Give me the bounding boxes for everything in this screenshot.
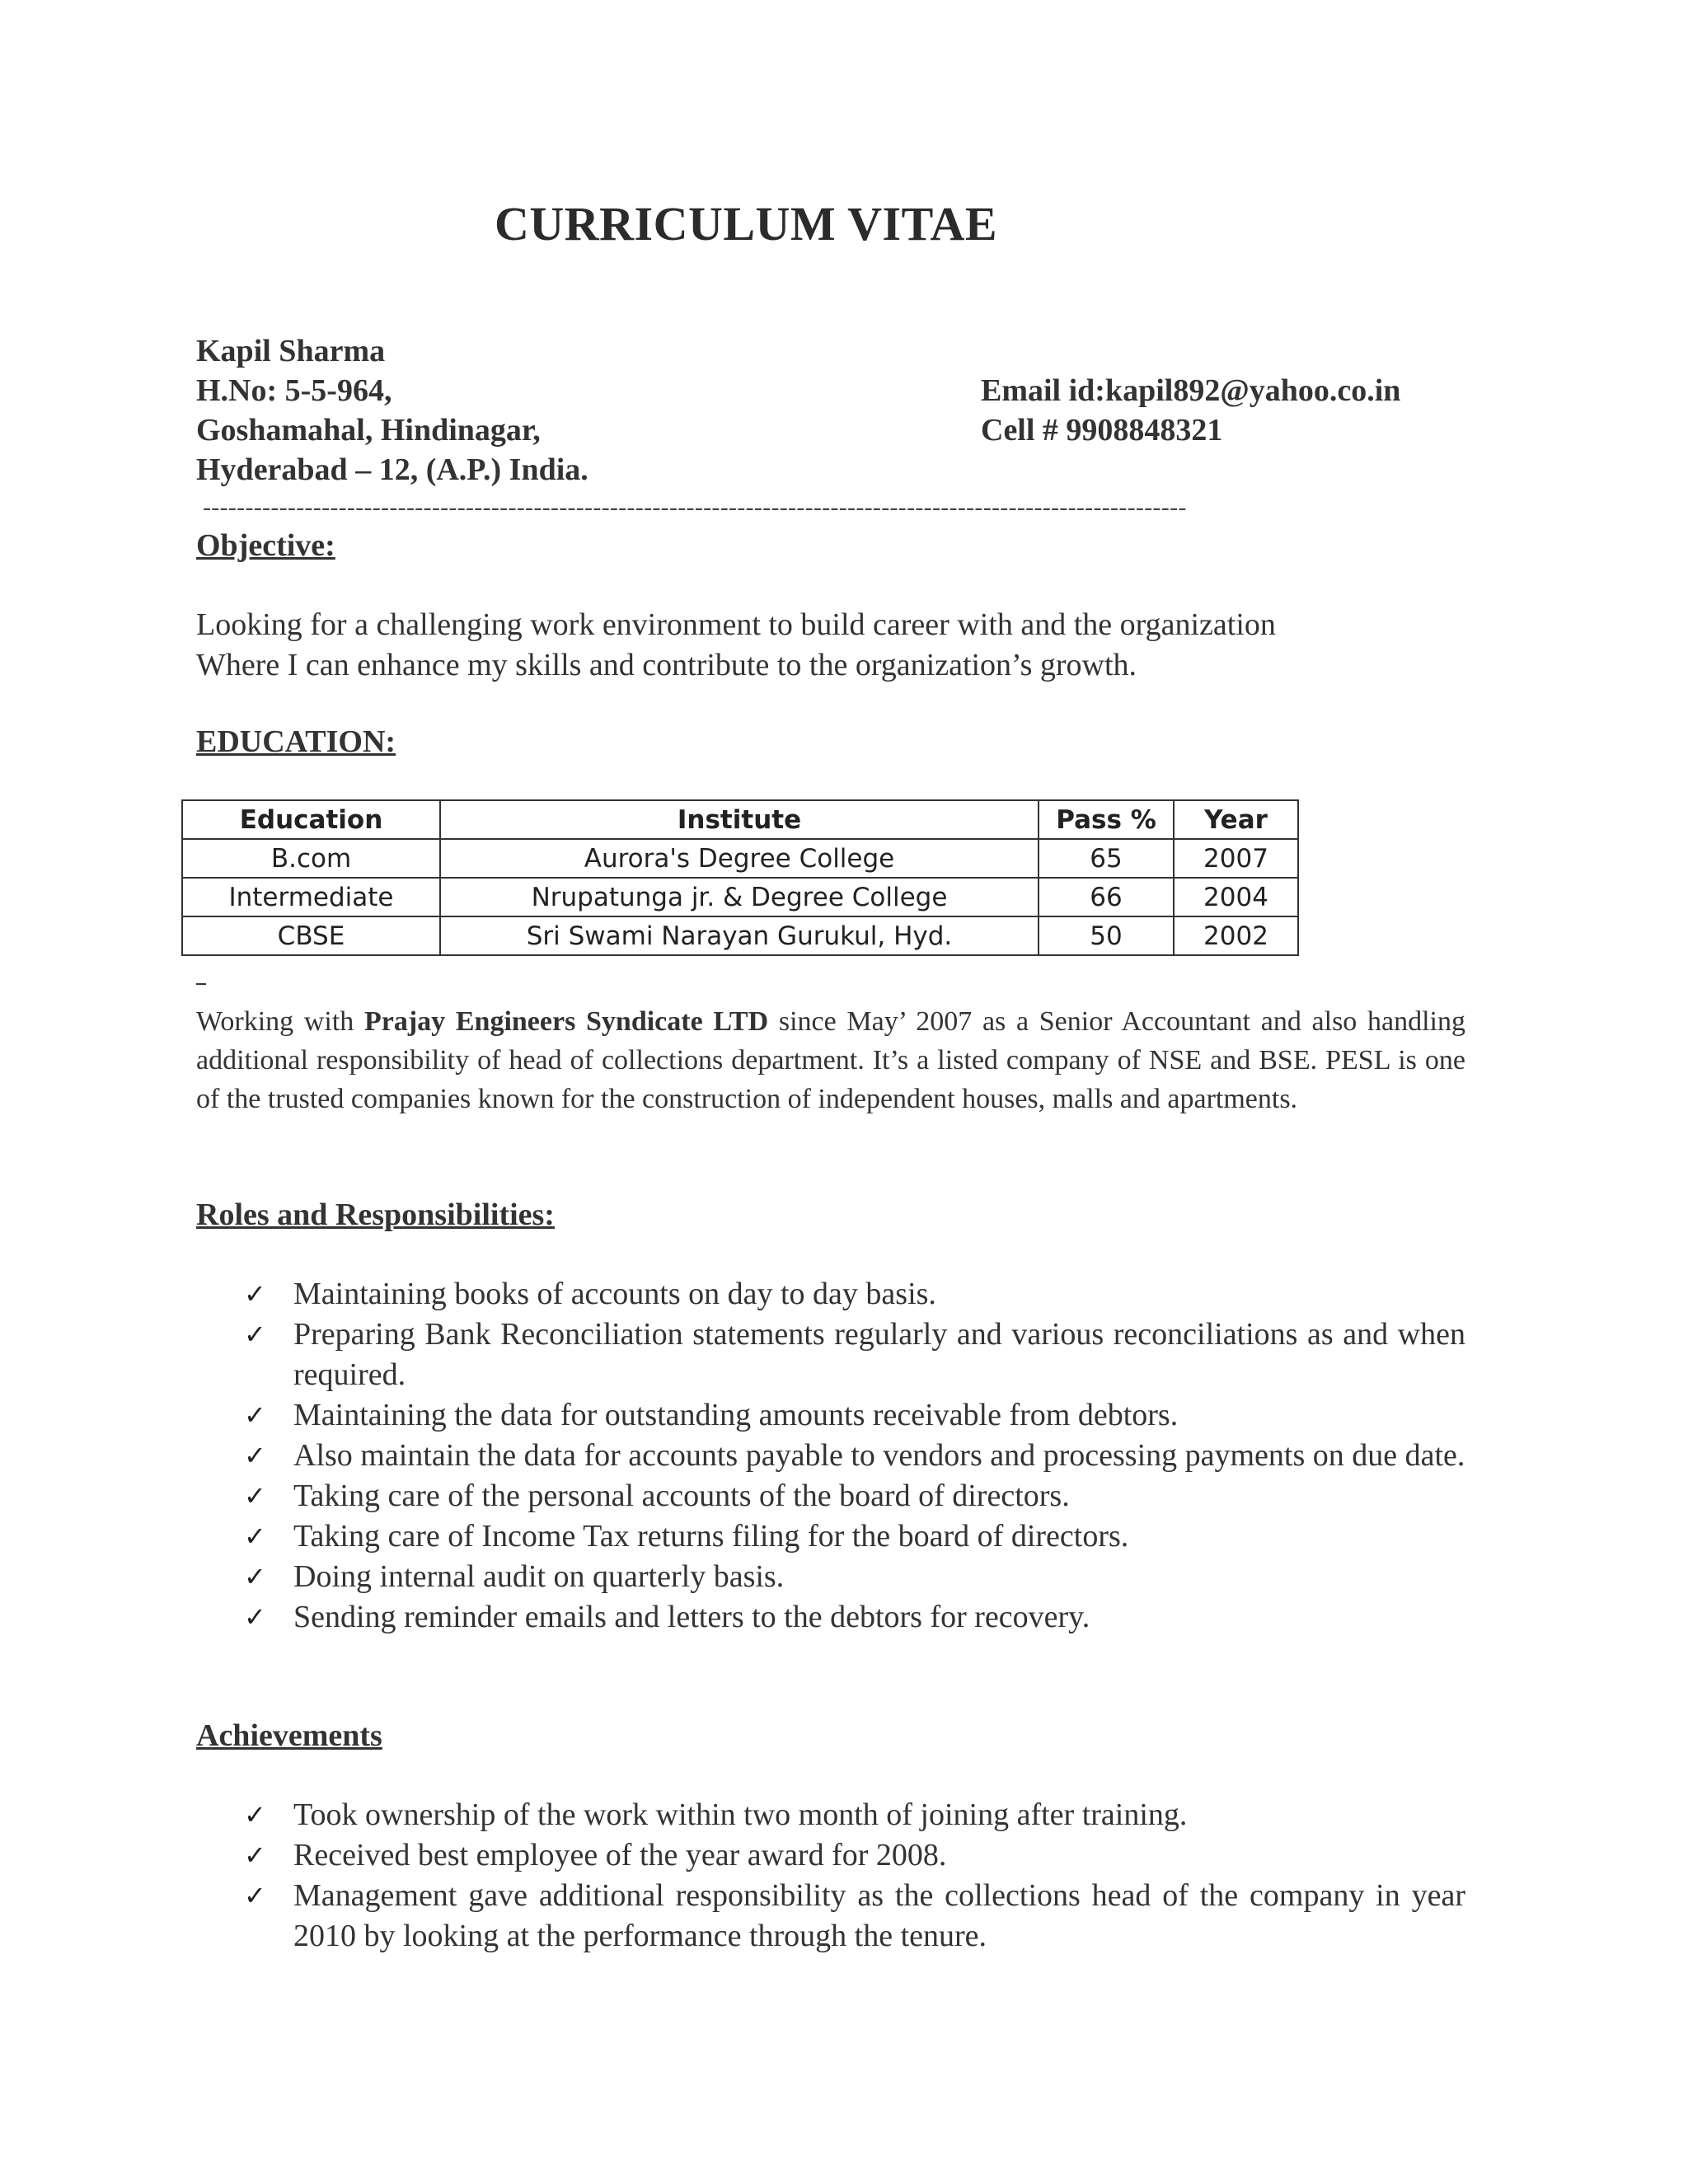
achievement-text: Management gave additional responsibility as the collections head of the company in year 2010 by looking at the performance through the tenure. [293,1878,1465,1953]
education-heading: EDUCATION: [196,724,396,759]
roles-list [244,1274,1465,1638]
dashed-divider: -------------------------------------------------------------------------------------------------------------------- [203,494,1187,521]
list-item [244,1876,1465,1957]
checkmark-icon: ✓ [244,1561,266,1592]
education-cell: B.com [182,839,440,878]
list-item [244,1597,1465,1638]
achievements-list [244,1795,1465,1957]
education-cell: Intermediate [182,878,440,916]
objective-line-1: Looking for a challenging work environment to build career with and the organization [196,607,1276,642]
achievement-text: Received best employee of the year award for 2008. [293,1838,947,1872]
checkmark-icon: ✓ [244,1319,266,1350]
checkmark-icon: ✓ [244,1601,266,1633]
checkmark-icon: ✓ [244,1480,266,1511]
checkmark-icon: ✓ [244,1440,266,1471]
checkmark-icon: ✓ [244,1278,266,1310]
document-title: CURRICULUM VITAE [494,197,998,251]
role-text: Maintaining the data for outstanding amounts receivable from debtors. [293,1398,1179,1432]
pass-percent-cell: 65 [1039,839,1174,878]
work-description: since May’ 2007 as a Senior Accountant and also handling additional responsibility of head of collections department. It’s a listed company of NSE and BSE. PESL is one of the trusted companies known for the construction of independent houses, malls and apartments. [196,1006,1465,1114]
roles-heading: Roles and Responsibilities: [196,1197,555,1232]
year-cell: 2007 [1174,839,1298,878]
work-prefix: Working with [196,1006,364,1037]
role-text: Taking care of Income Tax returns filing for the board of directors. [293,1519,1129,1554]
role-text: Maintaining books of accounts on day to day basis. [293,1277,936,1311]
list-item [244,1795,1465,1835]
role-text: Also maintain the data for accounts payable to vendors and processing payments on due date. [293,1438,1465,1473]
checkmark-icon: ✓ [244,1399,266,1431]
achievements-heading: Achievements [196,1718,382,1753]
list-item [244,1835,1465,1876]
list-item [244,1557,1465,1597]
institute-cell: Nrupatunga jr. & Degree College [440,878,1039,916]
list-item [244,1315,1465,1395]
header-year: Year [1174,800,1298,839]
checkmark-icon: ✓ [244,1521,266,1552]
role-text: Sending reminder emails and letters to the debtors for recovery. [293,1600,1090,1634]
company-name: Prajay Engineers Syndicate LTD [363,1006,769,1037]
contact-address-block [196,331,588,490]
list-item [244,1516,1465,1557]
achievement-text: Took ownership of the work within two month of joining after training. [293,1797,1188,1832]
address-line-3: Hyderabad – 12, (A.P.) India. [196,452,588,487]
institute-cell: Sri Swami Narayan Gurukul, Hyd. [440,916,1039,955]
education-table-header [182,800,1298,839]
checkmark-icon: ✓ [244,1840,266,1871]
header-pass-percent: Pass % [1039,800,1174,839]
pass-percent-cell: 66 [1039,878,1174,916]
small-dash-mark [196,983,206,985]
year-cell: 2004 [1174,878,1298,916]
header-institute: Institute [440,800,1039,839]
education-table [181,799,1299,956]
address-line-1: H.No: 5-5-964, [196,373,392,408]
table-row [182,878,1298,916]
role-text: Preparing Bank Reconciliation statements regularly and various reconciliations as and when required. [293,1317,1465,1392]
role-text: Doing internal audit on quarterly basis. [293,1559,785,1594]
address-line-2: Goshamahal, Hindinagar, [196,413,541,448]
role-text: Taking care of the personal accounts of the board of directors. [293,1479,1070,1513]
institute-cell: Aurora's Degree College [440,839,1039,878]
table-row [182,839,1298,878]
objective-text [196,605,1276,686]
pass-percent-cell: 50 [1039,916,1174,955]
contact-info-block [981,371,1400,450]
candidate-name: Kapil Sharma [196,334,386,368]
objective-line-2: Where I can enhance my skills and contribute to the organization’s growth. [196,648,1137,682]
table-row [182,916,1298,955]
list-item [244,1395,1465,1436]
cell-text: Cell # 9908848321 [981,413,1223,448]
year-cell: 2002 [1174,916,1298,955]
email-text: Email id:kapil892@yahoo.co.in [981,373,1401,408]
checkmark-icon: ✓ [244,1799,266,1830]
objective-heading: Objective: [196,528,335,563]
header-education: Education [182,800,440,839]
list-item [244,1476,1465,1516]
work-experience-paragraph [196,1002,1465,1118]
list-item [244,1274,1465,1315]
education-cell: CBSE [182,916,440,955]
list-item [244,1436,1465,1476]
checkmark-icon: ✓ [244,1880,266,1911]
